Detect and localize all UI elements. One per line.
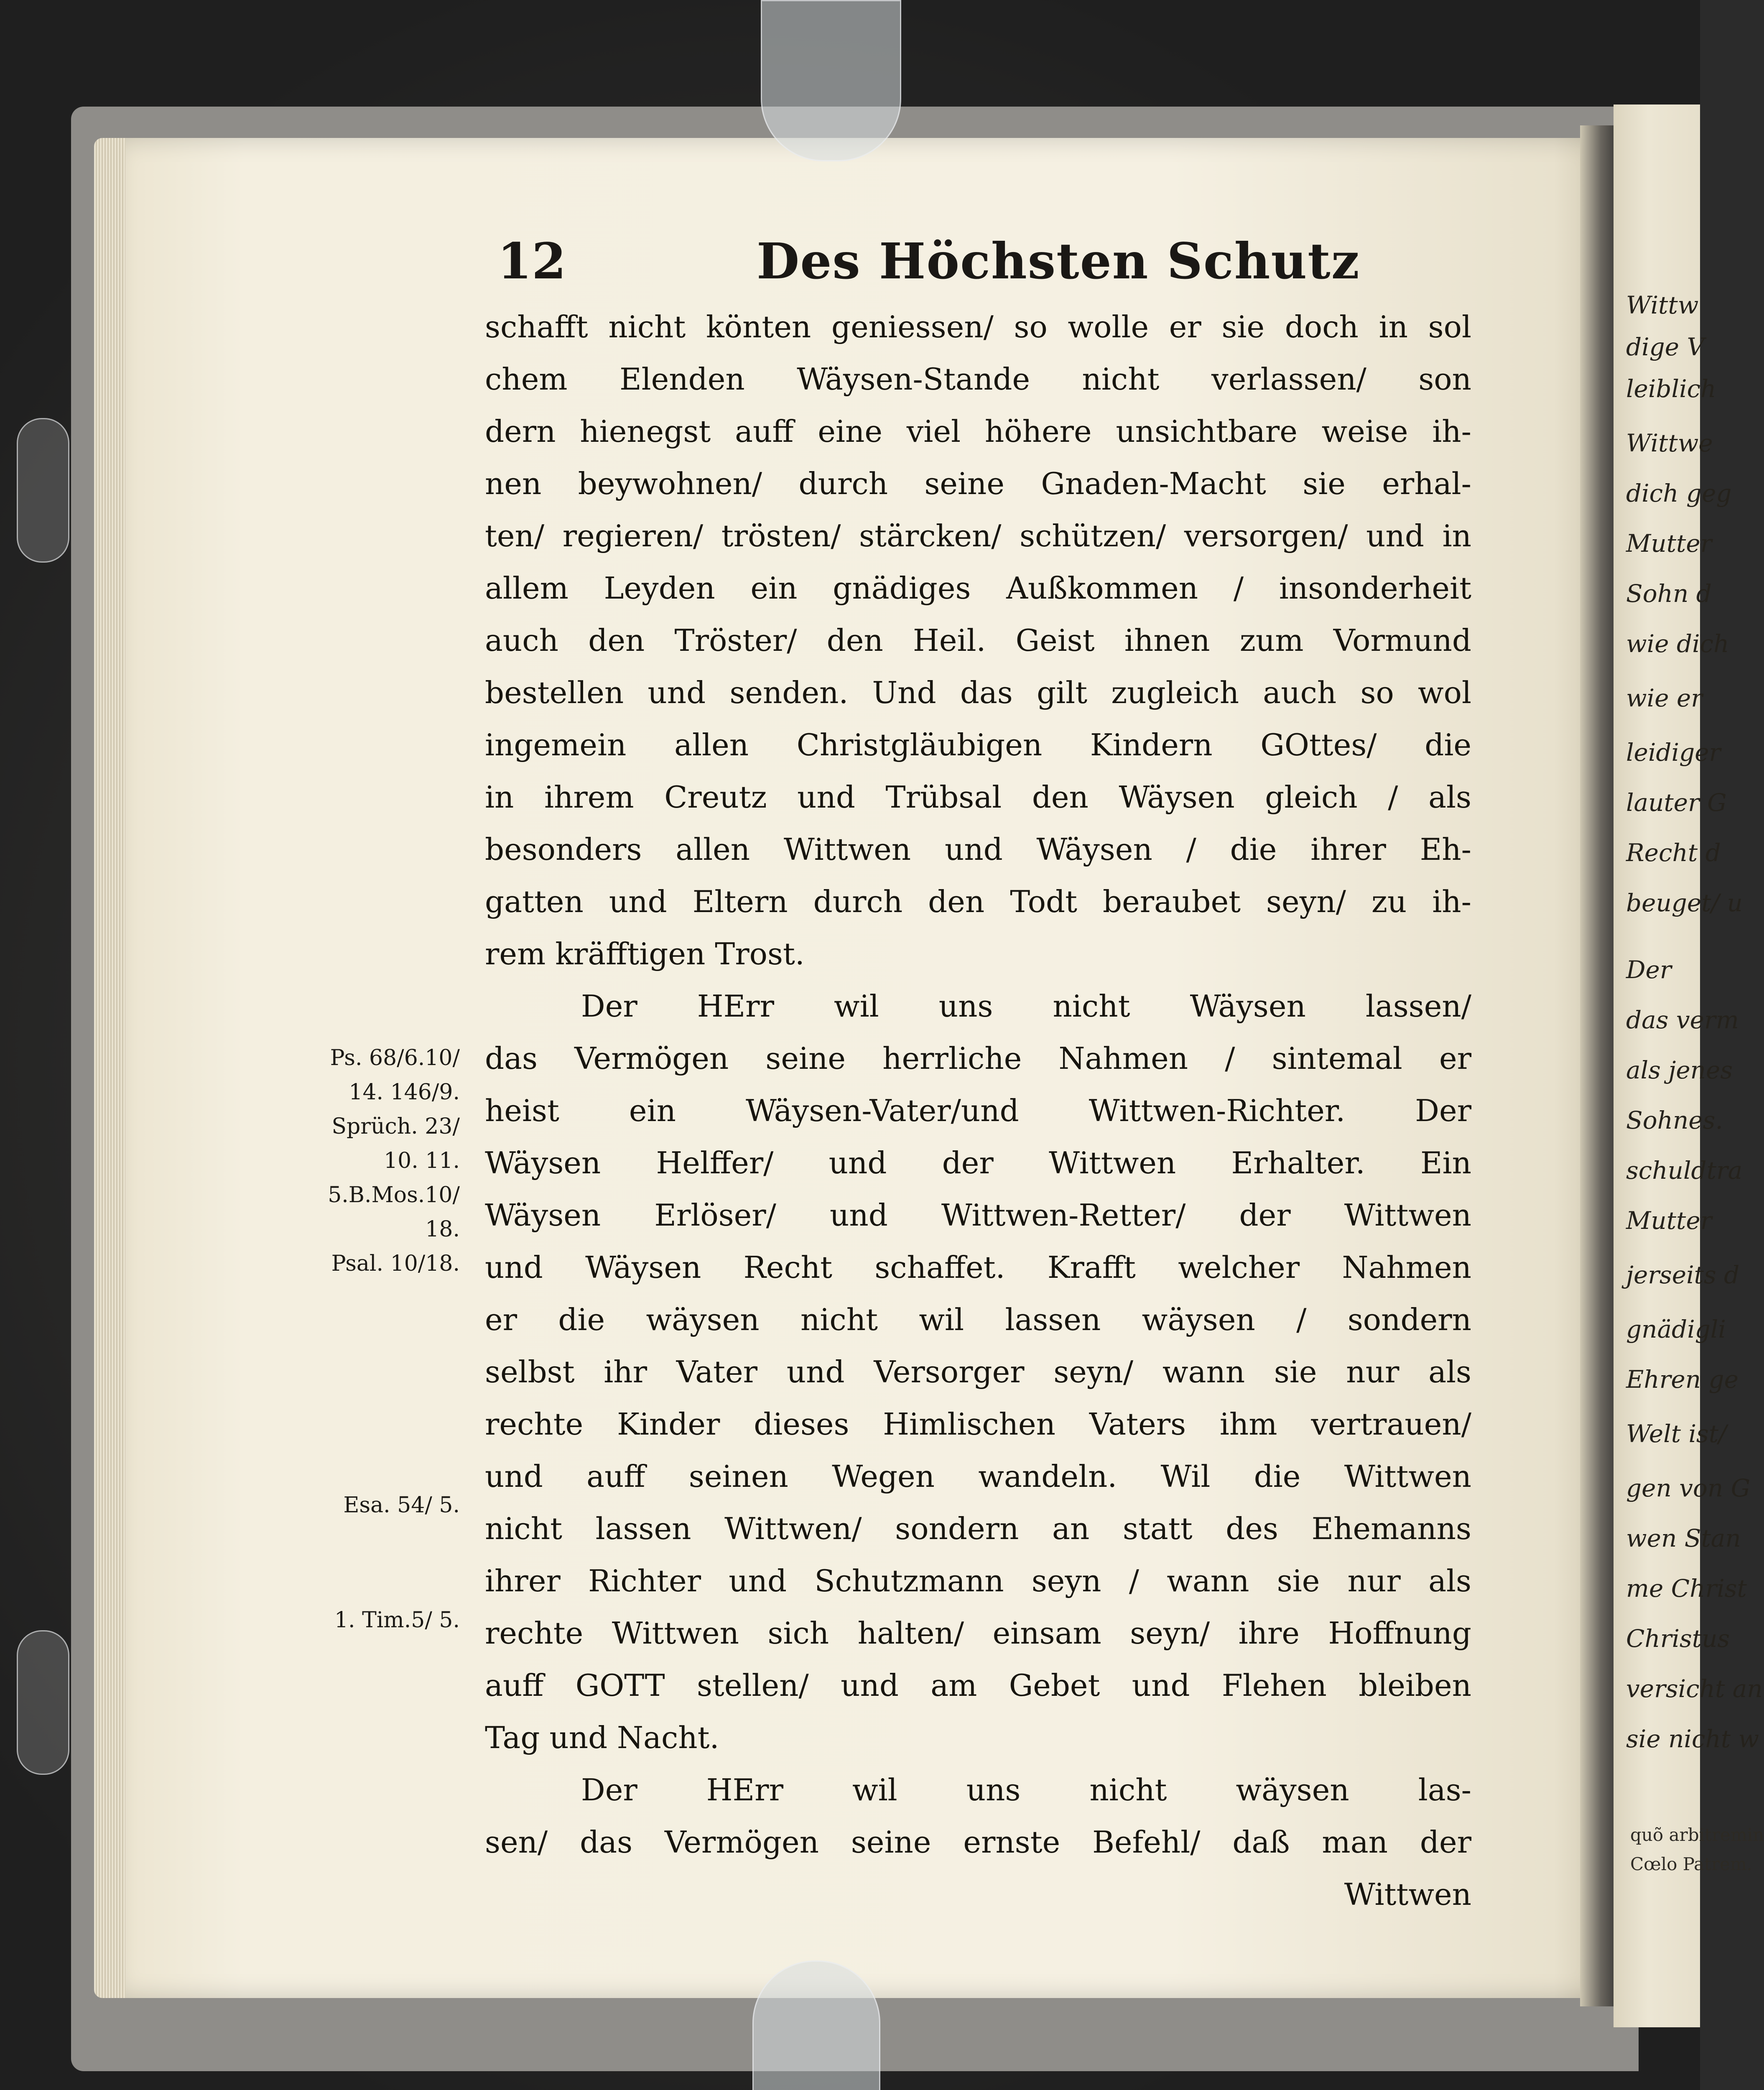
marginal-note-line: Ps. 68/6.10/ [330, 1045, 460, 1070]
next-page-line: Ehren ge [1626, 1365, 1739, 1394]
text-line: Wäysen Helffer/ und der Wittwen Erhalter. Ein [485, 1145, 1471, 1180]
next-page-line: Christus [1626, 1624, 1730, 1653]
marginal-note-line: Esa. 54/ 5. [343, 1493, 460, 1518]
catchword: Wittwen [1344, 1877, 1471, 1912]
next-page-line: wen Stan [1626, 1524, 1741, 1552]
next-page-line: wie er [1626, 684, 1703, 712]
marginal-note-tim [259, 1603, 460, 1637]
text-line: nicht lassen Wittwen/ sondern an statt des Ehemanns [485, 1511, 1471, 1546]
next-page-line: als jenes [1626, 1056, 1733, 1084]
text-line: sen/ das Vermögen seine ernste Befehl/ daß man der [485, 1825, 1471, 1860]
marginal-note-line: 18. [425, 1217, 460, 1242]
next-page-line: lauter G [1626, 788, 1727, 817]
next-page-line: Recht d [1626, 839, 1721, 867]
next-page-line: sie nicht w [1626, 1725, 1759, 1753]
text-line: er die wäysen nicht wil lassen wäysen / sondern [485, 1302, 1471, 1337]
next-page-line: wie dich [1626, 630, 1729, 658]
marginal-note-esa [259, 1488, 460, 1522]
marginal-note-psalms [259, 1041, 460, 1281]
next-page-line: dich geg [1626, 479, 1732, 507]
book-clip-left-upper [17, 418, 69, 563]
next-page-line: Mutter [1626, 1206, 1712, 1235]
text-line: und Wäysen Recht schaffet. Krafft welcher Nahmen [485, 1250, 1471, 1285]
book-clip-left-lower [17, 1630, 69, 1775]
text-line: und auff seinen Wegen wandeln. Wil die Wittwen [485, 1459, 1471, 1494]
marginal-note-line: Psal. 10/18. [331, 1251, 460, 1276]
text-line: auch den Tröster/ den Heil. Geist ihnen zum Vormund [485, 623, 1471, 658]
next-page-line: jerseits d [1626, 1261, 1740, 1289]
next-page-footnote-line: quõ arbitremin [1630, 1825, 1764, 1845]
text-line: chem Elenden Wäysen-Stande nicht verlassen/ son [485, 362, 1471, 397]
text-line: rem kräfftigen Trost. [485, 936, 805, 971]
next-page-line: schuldtra [1626, 1156, 1743, 1185]
next-page-line: leiblich [1626, 375, 1716, 403]
text-line: rechte Kinder dieses Himlischen Vaters ihm vertrauen/ [485, 1407, 1471, 1442]
text-line: Der HErr wil uns nicht wäysen las- [581, 1772, 1471, 1807]
text-line: Wäysen Erlöser/ und Wittwen-Retter/ der Wittwen [485, 1198, 1471, 1233]
page-number: 12 [497, 232, 566, 290]
text-line: gatten und Eltern durch den Todt beraubet seyn/ zu ih- [485, 884, 1471, 919]
next-page-line: das verm [1626, 1006, 1739, 1034]
next-page-line: gen von G [1626, 1474, 1751, 1502]
next-page-footnote-line: Cœlo Patrem. [1630, 1854, 1753, 1874]
next-page-line: versicht an [1626, 1675, 1763, 1703]
text-line: selbst ihr Vater und Versorger seyn/ wann sie nur als [485, 1354, 1471, 1389]
text-line: bestellen und senden. Und das gilt zugleich auch so wol [485, 675, 1471, 710]
next-page-line: dige V [1626, 333, 1705, 361]
next-page-line: beuget/ u [1626, 889, 1743, 917]
text-line: auff GOTT stellen/ und am Gebet und Flehen bleiben [485, 1668, 1471, 1703]
marginal-note-line: Sprüch. 23/ [331, 1114, 460, 1139]
next-page-line: me Christ [1626, 1574, 1747, 1603]
next-page-line: gnädigli [1626, 1315, 1726, 1343]
text-line: besonders allen Wittwen und Wäysen / die ihrer Eh- [485, 832, 1471, 867]
text-line: dern hienegst auff eine viel höhere unsichtbare weise ih- [485, 414, 1471, 449]
text-line: nen beywohnen/ durch seine Gnaden-Macht sie erhal- [485, 466, 1471, 501]
next-page-line: Wittwe [1626, 429, 1713, 457]
next-page-line: Der [1626, 956, 1672, 984]
text-line: Der HErr wil uns nicht Wäysen lassen/ [581, 989, 1471, 1024]
book-clip-bottom [752, 1960, 880, 2090]
book-gutter [1580, 125, 1618, 2006]
book-clip-top [761, 0, 901, 161]
text-line: allem Leyden ein gnädiges Außkommen / insonderheit [485, 571, 1471, 606]
next-page-line: Mutter [1626, 529, 1712, 558]
text-line: schafft nicht könten geniessen/ so wolle er sie doch in sol [485, 309, 1471, 344]
text-line: Tag und Nacht. [485, 1720, 719, 1755]
marginal-note-line: 10. 11. [384, 1148, 460, 1173]
next-page-line: Welt ist/ [1626, 1420, 1727, 1448]
text-line: ihrer Richter und Schutzmann seyn / wann sie nur als [485, 1563, 1471, 1598]
text-line: ten/ regieren/ trösten/ stärcken/ schützen/ versorgen/ und in [485, 518, 1471, 553]
text-line: heist ein Wäysen-Vater/und Wittwen-Richter. Der [485, 1093, 1471, 1128]
running-title: Des Höchsten Schutz [757, 232, 1360, 290]
marginal-note-line: 5.B.Mos.10/ [328, 1183, 460, 1208]
marginal-note-line: 1. Tim.5/ 5. [334, 1608, 460, 1633]
right-page-fragment [1614, 104, 1764, 2027]
next-page-line: leidiger [1626, 738, 1721, 767]
text-line: in ihrem Creutz und Trübsal den Wäysen gleich / als [485, 780, 1471, 815]
next-page-line: Sohn d [1626, 579, 1712, 608]
marginal-note-line: 14. 146/9. [349, 1080, 460, 1105]
text-line: rechte Wittwen sich halten/ einsam seyn/ ihre Hoffnung [485, 1616, 1471, 1651]
next-page-line: Wittw [1626, 291, 1699, 319]
page-header [497, 232, 1488, 295]
next-page-line: Sohnes. [1626, 1106, 1723, 1134]
text-line: ingemein allen Christgläubigen Kindern GOttes/ die [485, 727, 1471, 762]
text-line: das Vermögen seine herrliche Nahmen / sintemal er [485, 1041, 1471, 1076]
main-text-block [485, 301, 1471, 1921]
